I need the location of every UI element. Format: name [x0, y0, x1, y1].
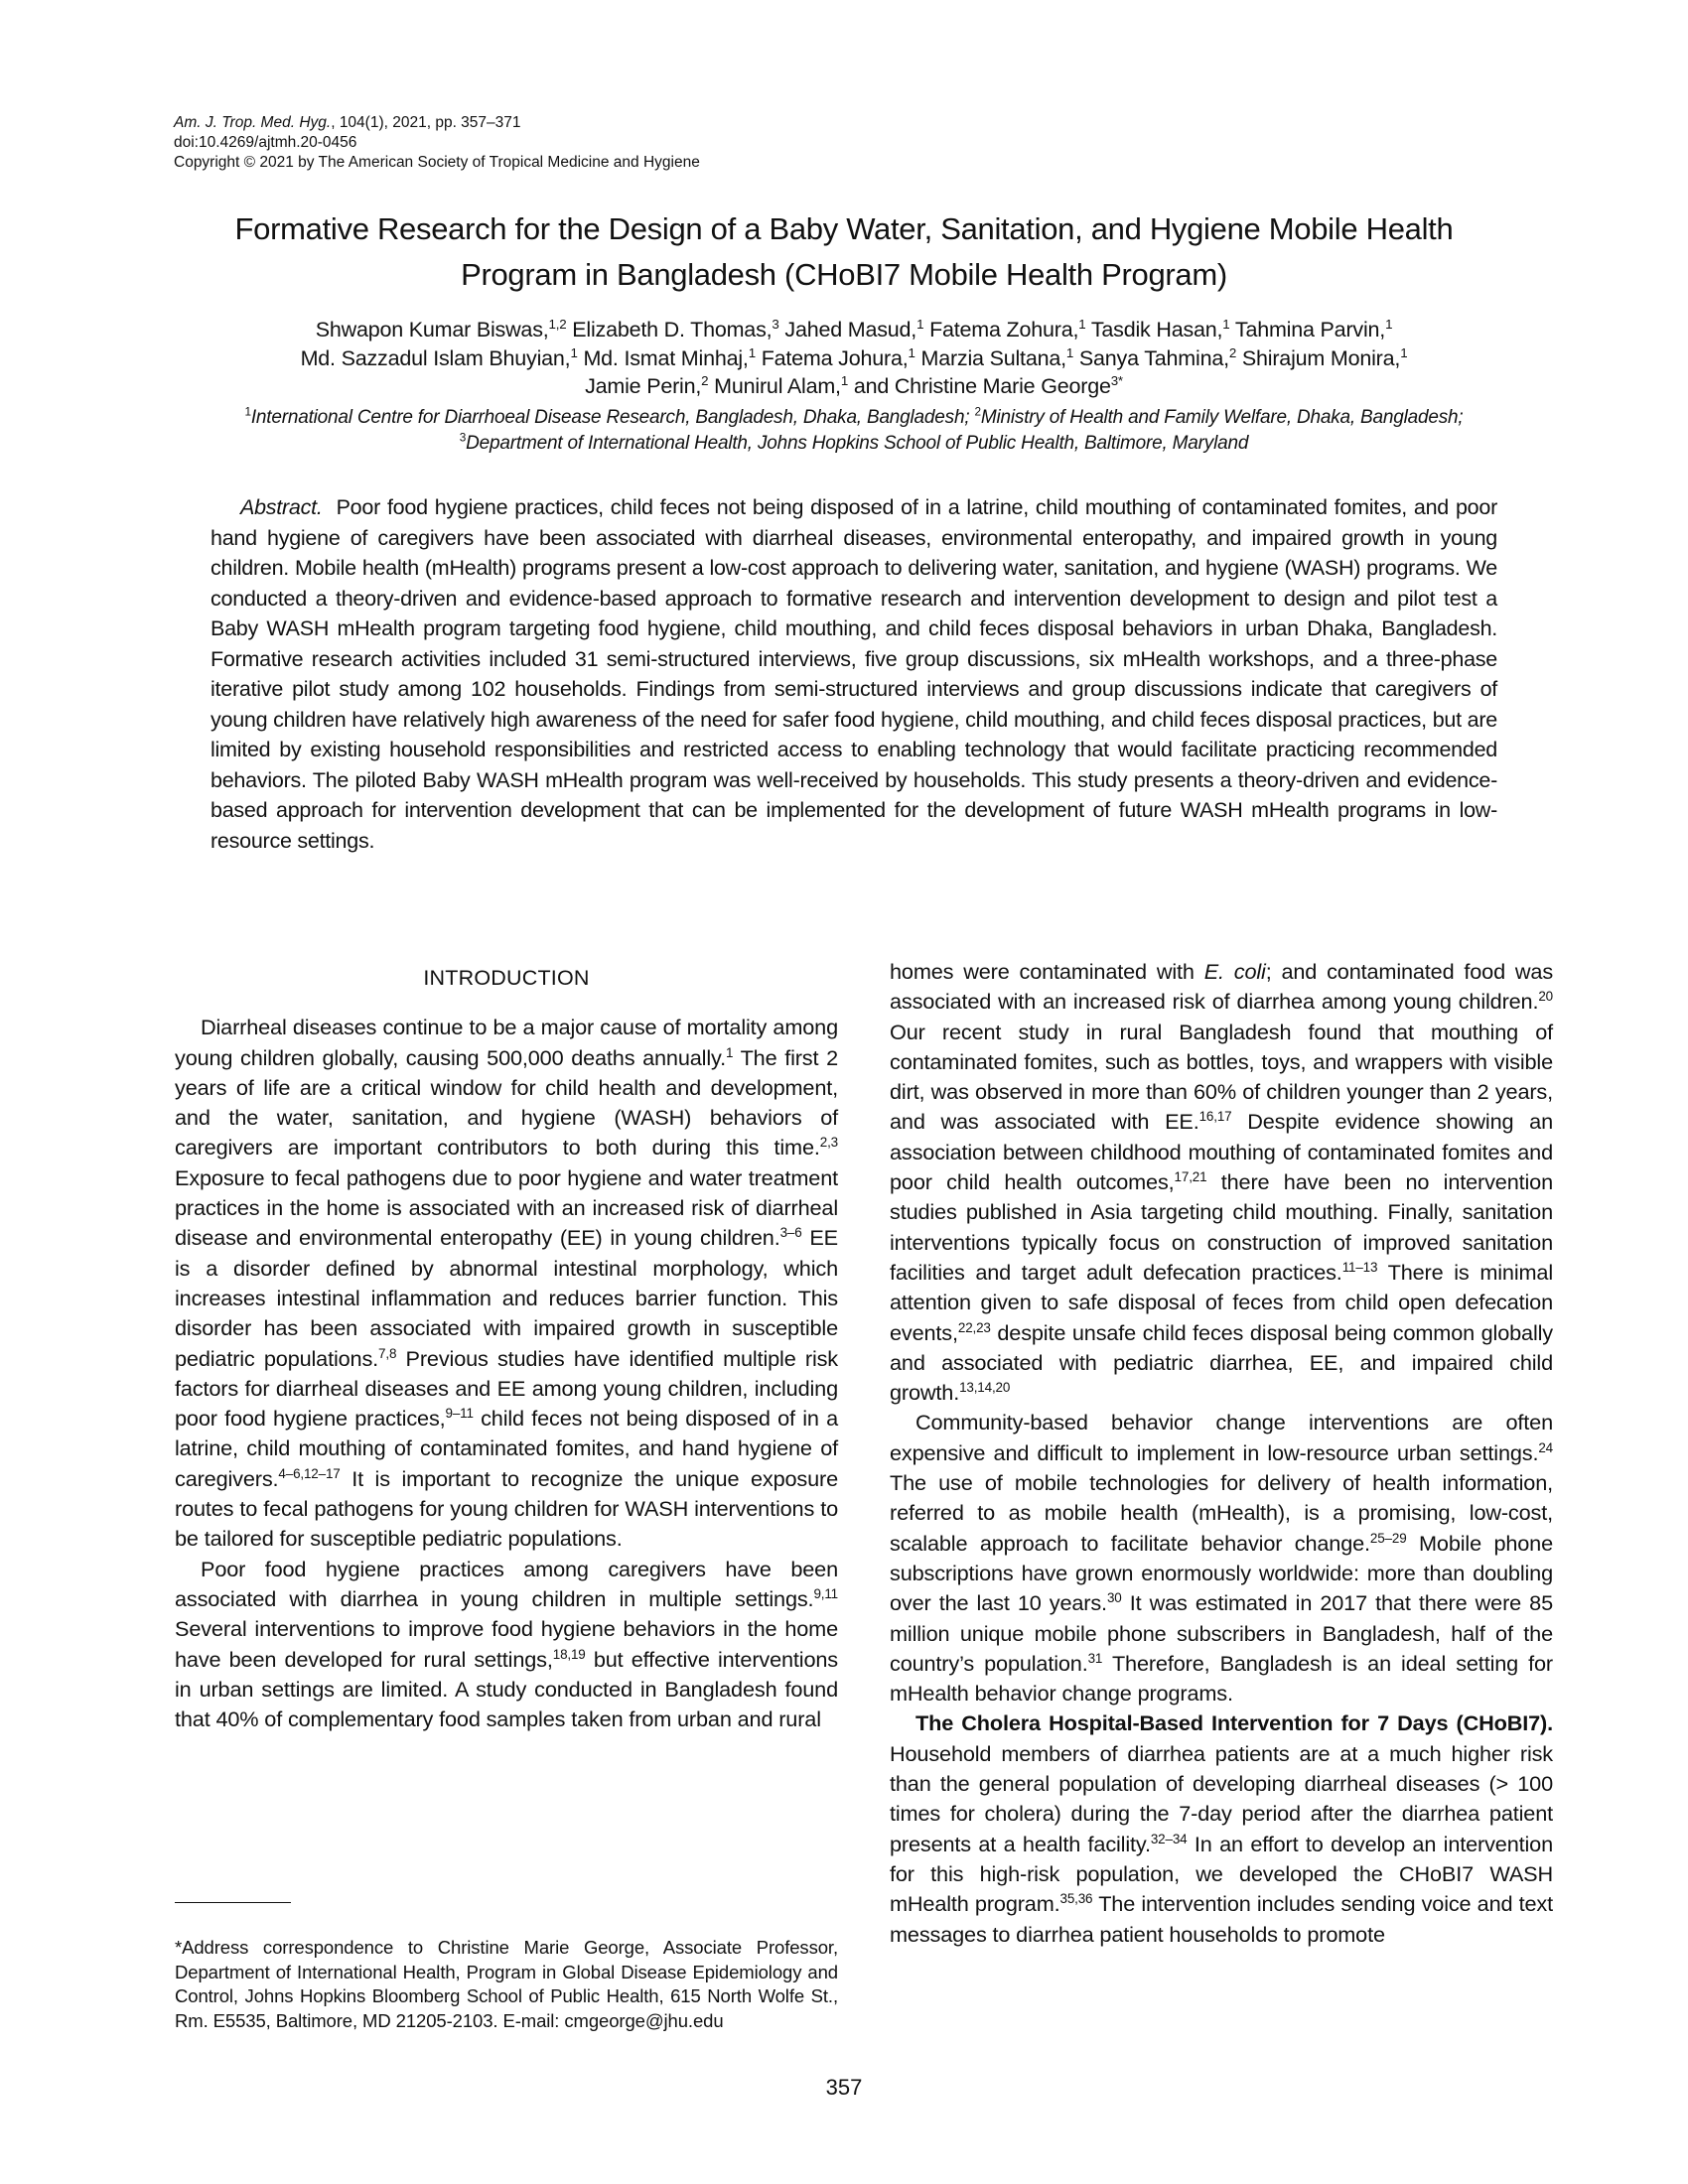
text-run: Poor food hygiene practices among caregivers have been associated with diarrhea in young children in multiple settings.: [175, 1556, 838, 1611]
author-affiliation-ref: 3*: [1110, 372, 1123, 388]
affiliation-number: 1: [244, 405, 251, 419]
author-affiliation-ref: 1: [748, 344, 756, 360]
author-affiliation-ref: 1: [916, 316, 924, 332]
author-name: Munirul Alam,: [714, 374, 841, 398]
affiliation-number: 2: [974, 405, 981, 419]
paragraph: [175, 1013, 838, 1554]
citation-ref: 4–6,12–17: [278, 1465, 341, 1481]
author-affiliation-ref: 1,2: [548, 316, 567, 332]
text-run: child feces not being disposed of in a latrine, child mouthing of contaminated fomites, and hand hygiene of caregivers.: [175, 1406, 838, 1491]
run-in-heading: The Cholera Hospital-Based Intervention for 7 Days (CHoBI7).: [915, 1710, 1553, 1736]
text-run: Household members of diarrhea patients are at a much higher risk than the general population of developing diarrheal diseases (> 100 times for cholera) during the 7-day period after the diarrhea patient presents at a health facility.: [890, 1740, 1553, 1856]
text-run: The use of mobile technologies for delivery of health information, referred to as mobile health (mHealth), is a promising, low-cost, scalable approach to facilitate behavior change.: [890, 1470, 1553, 1556]
affiliation-text: International Centre for Diarrhoeal Disease Research, Bangladesh, Dhaka, Bangladesh;: [250, 407, 970, 428]
text-run: despite unsafe child feces disposal being common globally and associated with pediatric diarrhea, EE, and impaired child growth.: [890, 1319, 1553, 1406]
italic-text: E. coli: [1203, 959, 1266, 984]
citation-ref: 20: [1538, 989, 1553, 1005]
author-name: Tasdik Hasan,: [1090, 318, 1223, 341]
citation-ref: 22,23: [957, 1319, 991, 1335]
text-run: It was estimated in 2017 that there were 85 million unique mobile phone subscribers in Bangladesh, half of the country’s population.: [890, 1590, 1554, 1676]
author-affiliation-ref: 1: [1385, 316, 1393, 332]
text-run: Despite evidence showing an association between childhood mouthing of contaminated fomites and poor child health outcomes,: [890, 1109, 1553, 1195]
author-name: Md. Ismat Minhaj,: [583, 345, 749, 370]
author-list: [199, 316, 1509, 401]
author-affiliation-ref: 1: [570, 344, 578, 360]
citation-ref: 18,19: [552, 1646, 586, 1662]
author-affiliation-ref: 3: [772, 316, 779, 332]
author-affiliation-ref: 1: [1065, 344, 1074, 360]
text-run: In an effort to develop an intervention for this high-risk population, we developed the CHoBI7 WASH mHealth program.: [890, 1831, 1553, 1917]
author-name: Fatema Johura,: [761, 345, 909, 370]
text-run: Community-based behavior change interventions are often expensive and difficult to implement in low-resource urban settings.: [890, 1410, 1553, 1465]
correspondence-footnote: *Address correspondence to Christine Marie George, Associate Professor, Department of International Health, Program in Global Disease Epidemiology and Control, Johns Hopkins Bloomberg School of Public Health, 615 North Wolfe St., Rm. E5535, Baltimore, MD 21205-2103. E-mail: cmgeorge@jhu.edu: [175, 1937, 838, 2031]
text-run: Diarrheal diseases continue to be a major cause of mortality among young children globally, causing 500,000 deaths annually.: [175, 1015, 838, 1070]
text-run: There is minimal attention given to safe disposal of feces from child open defecation events,: [890, 1259, 1553, 1345]
paragraph: [175, 1555, 838, 1735]
citation-ref: 32–34: [1150, 1831, 1188, 1846]
citation-ref: 16,17: [1198, 1109, 1232, 1125]
abstract: [211, 492, 1497, 856]
section-heading-introduction: INTRODUCTION: [423, 966, 590, 990]
text-run: Our recent study in rural Bangladesh found that mouthing of contaminated fomites, such as bottles, toys, and wrappers with visible dirt, was observed in more than 60% of children younger than 2 years, and was associated with EE.: [890, 1019, 1553, 1135]
text-run: EE is a disorder defined by abnormal intestinal morphology, which increases intestinal inflammation and reduces barrier function. This disorder has been associated with impaired growth in susceptible pediatric populations.: [175, 1225, 838, 1371]
author-affiliation-ref: 1: [840, 372, 849, 388]
paragraph: [890, 1708, 1553, 1949]
text-run: Exposure to fecal pathogens due to poor hygiene and water treatment practices in the home is associated with an increased risk of diarrheal disease and environmental enteropathy (EE) in young children.: [175, 1164, 838, 1251]
doi: doi:10.4269/ajtmh.20-0456: [174, 134, 357, 151]
text-run: but effective interventions in urban settings are limited. A study conducted in Bangladesh found that 40% of complementary food samples taken from urban and rural: [175, 1646, 838, 1732]
article-title: [169, 206, 1519, 298]
citation-ref: 7,8: [378, 1345, 397, 1361]
author-affiliation-ref: 2: [701, 372, 709, 388]
affiliation-text: Department of International Health, Johns Hopkins School of Public Health, Baltimore, Maryland: [466, 433, 1249, 454]
citation-line: [174, 113, 700, 133]
author-name: Marzia Sultana,: [920, 345, 1066, 370]
author-name: Jamie Perin,: [585, 374, 702, 398]
author-name: Elizabeth D. Thomas,: [572, 318, 773, 341]
author-name: Shwapon Kumar Biswas,: [315, 318, 549, 341]
text-run: Previous studies have identified multiple risk factors for diarrheal diseases and EE among young children, including poor food hygiene practices,: [175, 1345, 839, 1432]
text-run: The first 2 years of life are a critical window for child health and development, and the water, sanitation, and hygiene (WASH) behaviors of caregivers are important contributors to both during this time.: [175, 1044, 838, 1160]
author-affiliation-ref: 2: [1228, 344, 1237, 360]
author-name: Tahmina Parvin,: [1234, 318, 1386, 341]
affiliation-text: Ministry of Health and Family Welfare, Dhaka, Bangladesh;: [980, 407, 1464, 428]
citation-ref: 13,14,20: [959, 1379, 1011, 1395]
citation-ref: 2,3: [819, 1135, 838, 1151]
text-run: Therefore, Bangladesh is an ideal setting for mHealth behavior change programs.: [890, 1650, 1553, 1706]
author-affiliation-ref: 1: [1078, 316, 1086, 332]
author-name: Sanya Tahmina,: [1078, 345, 1229, 370]
journal-abbrev: Am. J. Trop. Med. Hyg.: [174, 114, 332, 131]
citation-ref: 25–29: [1369, 1530, 1407, 1546]
citation-ref: 11–13: [1341, 1259, 1378, 1275]
affiliation-number: 3: [459, 431, 467, 445]
paragraph: [890, 1408, 1553, 1708]
citation-ref: 17,21: [1174, 1168, 1207, 1184]
citation-ref: 35,36: [1059, 1890, 1093, 1906]
text-run: ; and contaminated food was associated with an increased risk of diarrhea among young children.: [890, 959, 1554, 1015]
right-column: [890, 957, 1553, 1950]
citation-ref: 31: [1087, 1650, 1103, 1666]
footnote-divider: [175, 1902, 291, 1903]
text-run: The intervention includes sending voice and text messages to diarrhea patient households to promote: [890, 1891, 1553, 1947]
copyright: Copyright © 2021 by The American Society of Tropical Medicine and Hygiene: [174, 154, 700, 171]
text-run: Several interventions to improve food hygiene behaviors in the home have been developed for rural settings,: [175, 1616, 838, 1672]
citation-ref: 1: [725, 1044, 734, 1060]
author-affiliation-ref: 1: [908, 344, 915, 360]
abstract-label: Abstract.: [240, 495, 323, 519]
journal-issue: , 104(1), 2021, pp. 357–371: [331, 114, 521, 131]
title-line-2: Program in Bangladesh (CHoBI7 Mobile Health Program): [461, 257, 1227, 292]
citation-ref: 24: [1538, 1439, 1553, 1455]
author-name: and Christine Marie George: [853, 374, 1111, 398]
author-affiliation-ref: 1: [1222, 316, 1230, 332]
affiliations: [199, 405, 1509, 457]
title-line-1: Formative Research for the Design of a Baby Water, Sanitation, and Hygiene Mobile Health: [234, 211, 1454, 246]
author-name: Md. Sazzadul Islam Bhuyian,: [300, 345, 571, 370]
citation-ref: 9,11: [813, 1585, 838, 1601]
author-affiliation-ref: 1: [1400, 344, 1408, 360]
paragraph: [890, 957, 1553, 1408]
text-run: It is important to recognize the unique exposure routes to fecal pathogens for young children for WASH interventions to be tailored for susceptible pediatric populations.: [175, 1465, 838, 1552]
author-name: Fatema Zohura,: [929, 318, 1079, 341]
citation-ref: 30: [1106, 1590, 1122, 1605]
abstract-text: Poor food hygiene practices, child feces not being disposed of in a latrine, child mouthing of contaminated fomites, and poor hand hygiene of caregivers have been associated with diarrheal diseases, environmental enteropathy, and impaired growth in young children. Mobile health (mHealth) programs present a low-cost approach to delivering water, sanitation, and hygiene (WASH) programs. We conducted a theory-driven and evidence-based approach to formative research and intervention development to design and pilot test a Baby WASH mHealth program targeting food hygiene, child mouthing, and child feces disposal behaviors in urban Dhaka, Bangladesh. Formative research activities included 31 semi-structured interviews, five group discussions, six mHealth workshops, and a three-phase iterative pilot study among 102 households. Findings from semi-structured interviews and group discussions indicate that caregivers of young children have relatively high awareness of the need for safer food hygiene, child mouthing, and child feces disposal practices, but are limited by existing household responsibilities and restricted access to enabling technology that would facilitate practicing recommended behaviors. The piloted Baby WASH mHealth program was well-received by households. This study presents a theory-driven and evidence-based approach for intervention development that can be implemented for the development of future WASH mHealth programs in low-resource settings.: [211, 495, 1497, 853]
left-column: [175, 963, 838, 1734]
text-run: homes were contaminated with: [890, 959, 1204, 984]
citation-ref: 3–6: [779, 1225, 802, 1241]
page-number: 357: [825, 2075, 863, 2100]
journal-header: [174, 113, 700, 173]
text-run: Mobile phone subscriptions have grown enormously worldwide: more than doubling over the last 10 years.: [890, 1530, 1554, 1616]
author-name: Jahed Masud,: [784, 318, 917, 341]
citation-ref: 9–11: [445, 1405, 474, 1421]
text-run: there have been no intervention studies published in Asia targeting child mouthing. Finally, sanitation interventions typically focus on construction of improved sanitation facilities and target adult defecation practices.: [890, 1169, 1553, 1285]
author-name: Shirajum Monira,: [1241, 345, 1401, 370]
